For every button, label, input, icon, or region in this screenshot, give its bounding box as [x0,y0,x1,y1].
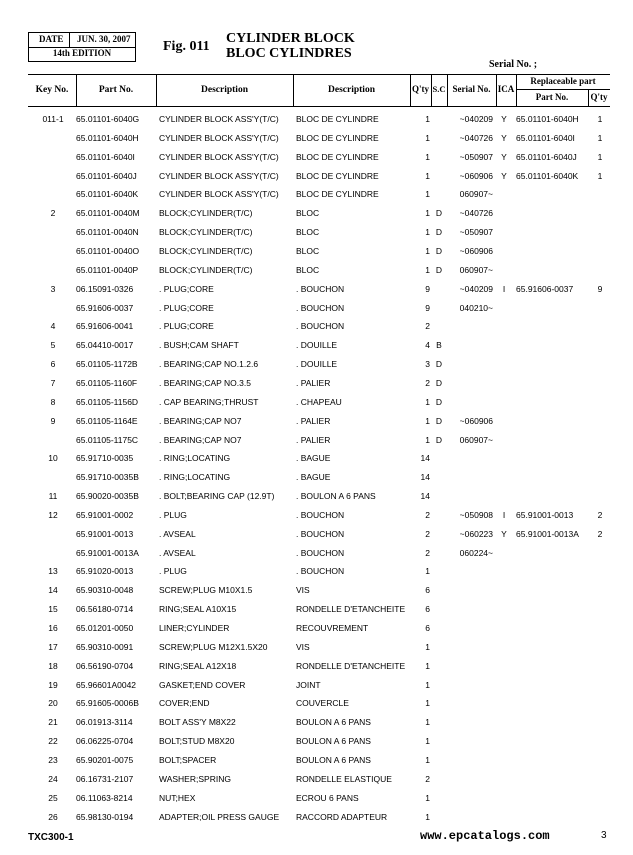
description-en-cell: CYLINDER BLOCK ASS'Y(T/C) [159,132,279,143]
description-en-cell: RING;SEAL A12X18 [159,660,237,671]
qty-cell: 9 [425,283,430,294]
description-fr-cell: COUVERCLE [296,698,349,709]
description-en-cell: WASHER;SPRING [159,773,231,784]
qty-cell: 1 [425,754,430,765]
part-no-cell: 65.01101-0040M [76,208,140,219]
sc-cell: D [435,246,443,256]
description-en-cell: . BEARING;CAP NO7 [159,434,242,445]
part-no-cell: 65.01105-1172B [76,359,138,370]
description-fr-cell: . BAGUE [296,472,331,483]
qty-cell: 1 [425,641,430,652]
replaceable-qty-cell: 1 [597,170,603,181]
part-no-cell: 65.01101-0040P [76,264,139,275]
description-fr-cell: BOULON A 6 PANS [296,736,371,747]
key-no-cell: 24 [48,773,58,784]
description-en-cell: CYLINDER BLOCK ASS'Y(T/C) [159,114,279,124]
key-no-cell: 011-1 [42,114,64,124]
qty-cell: 2 [425,773,430,784]
key-no-cell: 14 [48,585,58,596]
part-no-cell: 65.91020-0013 [76,566,134,577]
key-no-cell: 6 [50,359,56,370]
description-en-cell: . BEARING;CAP NO.3.5 [159,377,251,388]
key-no-cell: 21 [48,717,58,728]
description-en-cell: CYLINDER BLOCK ASS'Y(T/C) [159,151,279,162]
serial-cell: 060907~ [459,434,493,445]
page-title-french: BLOC CYLINDRES [226,46,352,61]
description-en-cell: BOLT;SPACER [159,754,217,765]
description-fr-cell: . BOUCHON [296,566,345,577]
col-rep-part-no: Part No. [535,92,569,102]
serial-label: Serial No. ; [489,59,538,70]
description-fr-cell: BOULON A 6 PANS [296,717,371,728]
col-part-no: Part No. [98,85,134,95]
description-en-cell: CYLINDER BLOCK ASS'Y(T/C) [159,170,279,181]
description-en-cell: CYLINDER BLOCK ASS'Y(T/C) [159,189,279,200]
qty-cell: 1 [425,660,430,671]
description-fr-cell: BLOC DE CYLINDRE [296,189,379,200]
description-en-cell: SCREW;PLUG M12X1.5X20 [159,641,268,652]
qty-cell: 1 [425,434,430,445]
key-no-cell: 12 [48,509,58,520]
description-fr-cell: RONDELLE D'ETANCHEITE [296,604,406,615]
serial-cell: 060907~ [459,189,493,200]
description-en-cell: GASKET;END COVER [159,679,246,690]
description-fr-cell: RACCORD ADAPTEUR [296,811,388,822]
part-no-cell: 06.56190-0704 [76,660,134,671]
replaceable-qty-cell: 1 [597,114,603,124]
serial-cell: ~050907 [459,227,493,238]
replaceable-part-cell: 65.01101-6040J [516,151,577,162]
part-no-cell: 65.91606-0037 [76,302,134,313]
ica-cell: Y [501,151,507,162]
description-fr-cell: RONDELLE ELASTIQUE [296,773,392,784]
description-en-cell: . PLUG [159,509,187,520]
sc-cell: D [435,208,443,219]
qty-cell: 1 [425,170,430,181]
qty-cell: 2 [425,509,430,520]
description-fr-cell: . CHAPEAU [296,396,342,407]
part-no-cell: 06.56180-0714 [76,604,134,615]
description-fr-cell: . PALIER [296,377,331,388]
ica-cell: I [502,283,506,294]
sc-cell: D [435,396,443,407]
description-en-cell: BOLT ASS'Y M8X22 [159,717,236,728]
part-no-cell: 65.91001-0013 [76,528,134,539]
key-no-cell: 18 [48,660,58,671]
description-fr-cell: . BOUCHON [296,509,345,520]
qty-cell: 6 [425,604,430,615]
description-en-cell: . BEARING;CAP NO7 [159,415,242,426]
description-en-cell: BLOCK;CYLINDER(T/C) [159,246,253,256]
qty-cell: 2 [425,321,430,332]
description-en-cell: . BOLT;BEARING CAP (12.9T) [159,491,275,501]
description-en-cell: NUT;HEX [159,792,196,803]
description-fr-cell: BLOC DE CYLINDRE [296,114,379,124]
description-en-cell: . PLUG [159,566,187,577]
qty-cell: 1 [425,415,430,426]
part-no-cell: 65.01101-6040G [76,114,140,124]
description-fr-cell: BLOC [296,246,320,256]
key-no-cell: 9 [50,415,56,426]
key-no-cell: 4 [50,321,56,332]
replaceable-part-cell: 65.91001-0013 [516,509,574,520]
sc-cell: D [435,227,443,238]
qty-cell: 6 [425,623,430,633]
col-key-no: Key No. [35,85,69,95]
key-no-cell: 25 [48,792,58,803]
col-rep-qty: Q'ty [590,92,608,102]
edition-label: 14th EDITION [52,48,112,58]
description-fr-cell: RECOUVREMENT [296,623,369,633]
description-fr-cell: . PALIER [296,434,331,445]
date-label: DATE [39,34,64,44]
description-fr-cell: . BOULON A 6 PANS [296,491,376,501]
description-fr-cell: VIS [296,585,310,596]
col-replaceable-part: Replaceable part [530,76,596,86]
sc-cell: D [435,415,443,426]
key-no-cell: 7 [50,377,56,388]
replaceable-part-cell: 65.01101-6040I [516,132,575,143]
description-fr-cell: . BOUCHON [296,528,345,539]
key-no-cell: 16 [48,623,58,633]
description-fr-cell: . BOUCHON [296,283,345,294]
sc-cell: D [435,359,443,370]
key-no-cell: 2 [50,208,56,219]
part-no-cell: 65.91710-0035B [76,472,139,483]
qty-cell: 1 [425,151,430,162]
replaceable-qty-cell: 2 [597,528,603,539]
part-no-cell: 65.91710-0035 [76,453,134,464]
qty-cell: 2 [425,547,430,558]
document-code: TXC300-1 [28,832,74,843]
part-no-cell: 65.01105-1175C [76,434,139,445]
part-no-cell: 65.04410-0017 [76,340,134,351]
key-no-cell: 17 [48,641,58,652]
col-ica: ICA [497,84,515,94]
description-fr-cell: ECROU 6 PANS [296,792,359,803]
description-fr-cell: . BAGUE [296,453,331,464]
description-fr-cell: RONDELLE D'ETANCHEITE [296,660,406,671]
key-no-cell: 11 [48,491,58,501]
qty-cell: 1 [425,189,430,200]
description-en-cell: . BUSH;CAM SHAFT [159,340,239,351]
part-no-cell: 65.01101-0040N [76,227,139,238]
description-en-cell: ADAPTER;OIL PRESS GAUGE [159,811,280,822]
description-en-cell: . CAP BEARING;THRUST [159,396,259,407]
qty-cell: 9 [425,302,430,313]
ica-cell: I [502,509,506,520]
key-no-cell: 15 [48,604,58,615]
key-no-cell: 13 [48,566,58,577]
key-no-cell: 23 [48,754,58,765]
qty-cell: 14 [420,491,430,501]
part-no-cell: 65.90201-0075 [76,754,134,765]
description-en-cell: COVER;END [159,698,210,709]
sc-cell: D [435,264,443,275]
serial-cell: ~040726 [459,208,493,219]
description-fr-cell: . DOUILLE [296,340,338,351]
description-fr-cell: . BOUCHON [296,302,345,313]
qty-cell: 3 [425,359,430,370]
page-number: 3 [601,830,607,841]
qty-cell: 1 [425,132,430,143]
qty-cell: 14 [420,453,430,464]
qty-cell: 1 [425,811,430,822]
part-no-cell: 65.01105-1156D [76,396,139,407]
part-no-cell: 65.91001-0002 [76,509,134,520]
part-no-cell: 65.01101-6040J [76,170,137,181]
description-fr-cell: BOULON A 6 PANS [296,754,371,765]
col-description-fr: Description [328,85,375,95]
description-en-cell: BLOCK;CYLINDER(T/C) [159,208,253,219]
part-no-cell: 06.06225-0704 [76,736,134,747]
qty-cell: 4 [425,340,430,351]
description-en-cell: RING;SEAL A10X15 [159,604,237,615]
description-fr-cell: . DOUILLE [296,359,338,370]
website-watermark: www.epcatalogs.com [420,829,550,843]
serial-cell: ~040726 [459,132,493,143]
col-serial-no: Serial No. [452,84,491,94]
description-fr-cell: . PALIER [296,415,331,426]
part-no-cell: 65.90020-0035B [76,491,139,501]
replaceable-qty-cell: 1 [597,132,603,143]
description-en-cell: . RING;LOCATING [159,453,231,464]
description-en-cell: . PLUG;CORE [159,283,214,294]
part-no-cell: 06.15091-0326 [76,283,134,294]
qty-cell: 2 [425,528,430,539]
qty-cell: 2 [425,377,430,388]
ica-cell: Y [501,528,507,539]
replaceable-qty-cell: 2 [597,509,603,520]
description-en-cell: . PLUG;CORE [159,321,214,332]
ica-cell: Y [501,114,507,124]
replaceable-part-cell: 65.01101-6040H [516,114,579,124]
serial-cell: 060907~ [459,264,493,275]
description-fr-cell: VIS [296,641,310,652]
description-fr-cell: BLOC [296,264,320,275]
serial-cell: ~050908 [459,509,493,520]
description-fr-cell: BLOC [296,208,320,219]
col-qty: Q'ty [412,84,429,94]
date-edition-box [28,32,136,62]
qty-cell: 1 [425,679,430,690]
description-fr-cell: BLOC DE CYLINDRE [296,151,379,162]
serial-cell: ~060906 [459,415,493,426]
qty-cell: 1 [425,566,430,577]
ica-cell: Y [501,132,507,143]
part-no-cell: 65.01101-6040I [76,151,135,162]
qty-cell: 1 [425,208,430,219]
part-no-cell: 65.90310-0091 [76,641,134,652]
sc-cell: D [435,377,443,388]
replaceable-qty-cell: 1 [597,151,603,162]
col-description-en: Description [201,85,248,95]
qty-cell: 1 [425,114,430,124]
replaceable-part-cell: 65.91606-0037 [516,283,574,294]
part-no-cell: 65.01105-1164E [76,415,138,426]
page-title: CYLINDER BLOCK [226,31,355,46]
key-no-cell: 19 [48,679,58,690]
description-fr-cell: BLOC DE CYLINDRE [296,132,379,143]
serial-cell: 040210~ [459,302,493,313]
key-no-cell: 3 [50,283,56,294]
description-en-cell: BLOCK;CYLINDER(T/C) [159,264,253,275]
part-no-cell: 06.11063-8214 [76,792,133,803]
serial-cell: ~040209 [459,283,493,294]
figure-number: Fig. 011 [163,39,210,54]
key-no-cell: 8 [50,396,56,407]
date-value: JUN. 30, 2007 [77,34,131,44]
part-no-cell: 65.91606-0041 [76,321,134,332]
description-en-cell: . RING;LOCATING [159,472,231,483]
description-en-cell: BLOCK;CYLINDER(T/C) [159,227,253,238]
qty-cell: 1 [425,792,430,803]
qty-cell: 1 [425,246,430,256]
description-en-cell: BOLT;STUD M8X20 [159,736,235,747]
serial-cell: ~040209 [459,114,493,124]
description-en-cell: SCREW;PLUG M10X1.5 [159,585,253,596]
serial-cell: 060224~ [459,547,493,558]
key-no-cell: 26 [48,811,58,822]
description-fr-cell: . BOUCHON [296,547,345,558]
part-no-cell: 06.16731-2107 [76,773,134,784]
replaceable-part-cell: 65.91001-0013A [516,528,579,539]
description-en-cell: . AVSEAL [159,528,196,539]
sc-cell: B [436,340,442,351]
serial-cell: ~060906 [459,246,493,256]
part-no-cell: 65.96601A0042 [76,679,137,690]
description-fr-cell: . BOUCHON [296,321,345,332]
qty-cell: 6 [425,585,430,596]
key-no-cell: 10 [48,453,58,464]
description-fr-cell: BLOC [296,227,320,238]
description-fr-cell: BLOC DE CYLINDRE [296,170,379,181]
part-no-cell: 65.01201-0050 [76,623,134,633]
description-en-cell: LINER;CYLINDER [159,623,230,633]
sc-cell: D [435,434,443,445]
qty-cell: 1 [425,717,430,728]
col-sc: S.C [432,84,446,94]
qty-cell: 1 [425,396,430,407]
part-no-cell: 65.98130-0194 [76,811,134,822]
key-no-cell: 22 [48,736,58,747]
ica-cell: Y [501,170,507,181]
description-fr-cell: JOINT [296,679,321,690]
replaceable-qty-cell: 9 [597,283,603,294]
key-no-cell: 5 [50,340,56,351]
part-no-cell: 65.90310-0048 [76,585,134,596]
part-no-cell: 65.01105-1160F [76,377,138,388]
part-no-cell: 65.01101-0040O [76,246,140,256]
serial-cell: ~050907 [459,151,493,162]
description-en-cell: . AVSEAL [159,547,196,558]
qty-cell: 14 [420,472,430,483]
description-en-cell: . BEARING;CAP NO.1.2.6 [159,359,259,370]
replaceable-part-cell: 65.01101-6040K [516,170,579,181]
key-no-cell: 20 [48,698,58,709]
serial-cell: ~060906 [459,170,493,181]
part-no-cell: 65.91001-0013A [76,547,139,558]
part-no-cell: 06.01913-3114 [76,717,133,728]
qty-cell: 1 [425,736,430,747]
serial-cell: ~060223 [459,528,493,539]
description-en-cell: . PLUG;CORE [159,302,214,313]
qty-cell: 1 [425,264,430,275]
part-no-cell: 65.91605-0006B [76,698,139,709]
qty-cell: 1 [425,227,430,238]
qty-cell: 1 [425,698,430,709]
part-no-cell: 65.01101-6040H [76,132,139,143]
part-no-cell: 65.01101-6040K [76,189,139,200]
